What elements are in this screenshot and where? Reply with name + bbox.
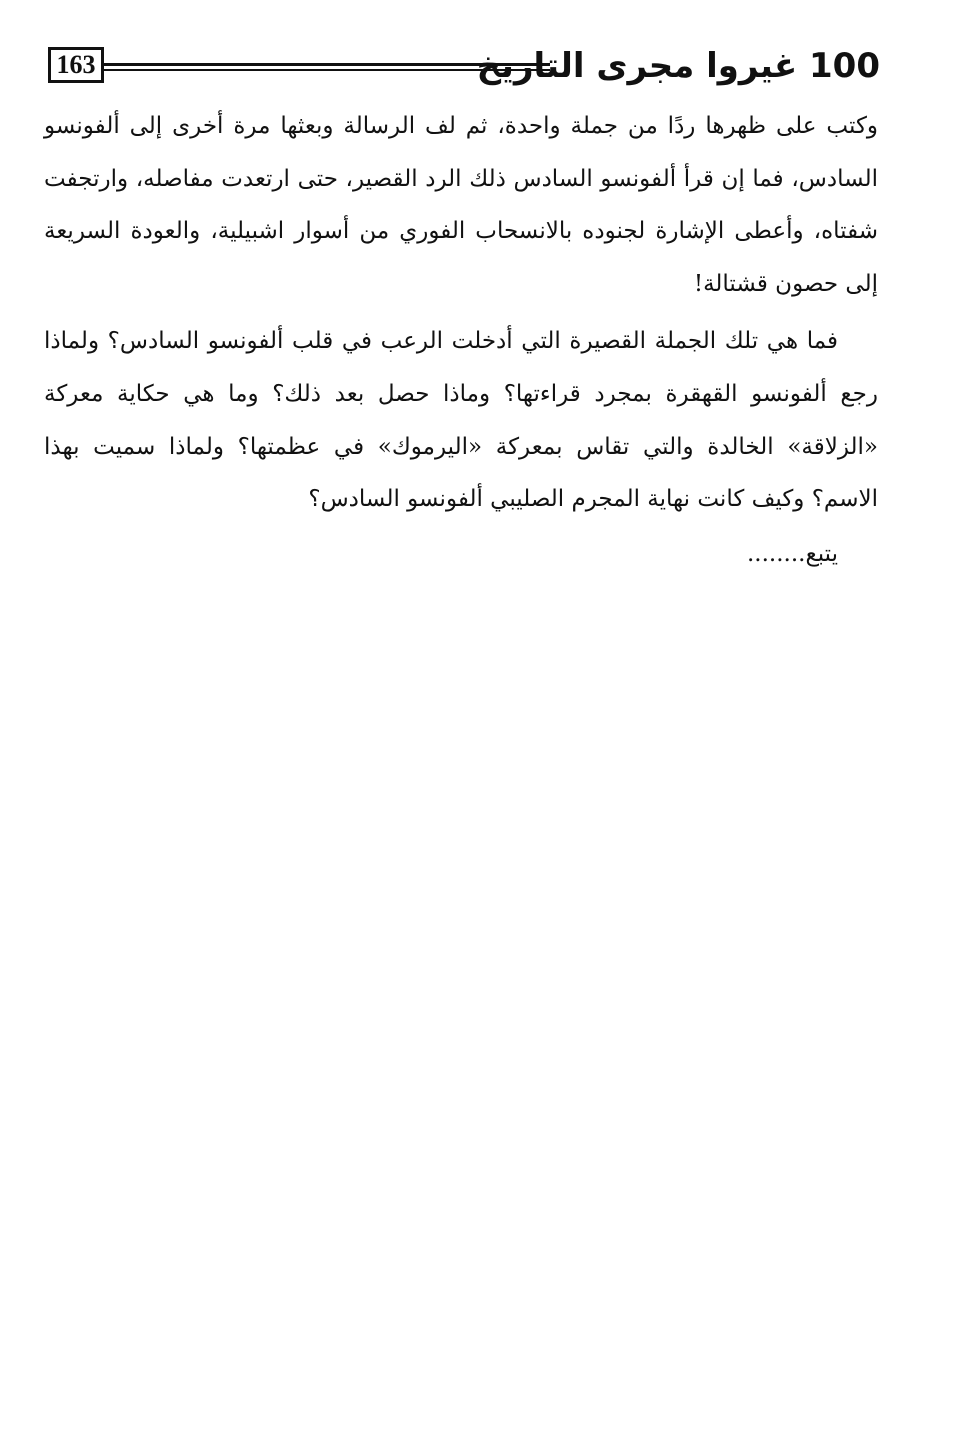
paragraph: وكتب على ظهرها ردًا من جملة واحدة، ثم لف الرسالة وبعثها مرة أخرى إلى ألفونسو السادس، فما إن قرأ ألفونسو السادس ذلك الرد القصير، حتى ارتعدت مفاصله، وارتجفت شفتاه، وأعطى الإشارة لجنوده بالانسحاب الفوري من أسوار اشبيلية، والعودة السريعة إلى حصون قشتالة! bbox=[44, 113, 878, 297]
page-body bbox=[44, 100, 878, 580]
to-be-continued: يتبع........ bbox=[746, 540, 838, 567]
paragraph: فما هي تلك الجملة القصيرة التي أدخلت الرعب في قلب ألفونسو السادس؟ ولماذا رجع ألفونسو القهقرة بمجرد قراءتها؟ وماذا حصل بعد ذلك؟ وما هي حكاية معركة «الزلاقة» الخالدة والتي تقاس بمعركة «اليرموك» في عظمتها؟ ولماذا سميت بهذا الاسم؟ وكيف كانت نهاية المجرم الصليبي ألفونسو السادس؟ bbox=[44, 328, 878, 513]
page-number: 163 bbox=[48, 47, 104, 83]
page-header bbox=[40, 38, 880, 94]
book-title: 100 غيروا مجرى التاريخ bbox=[476, 46, 880, 86]
